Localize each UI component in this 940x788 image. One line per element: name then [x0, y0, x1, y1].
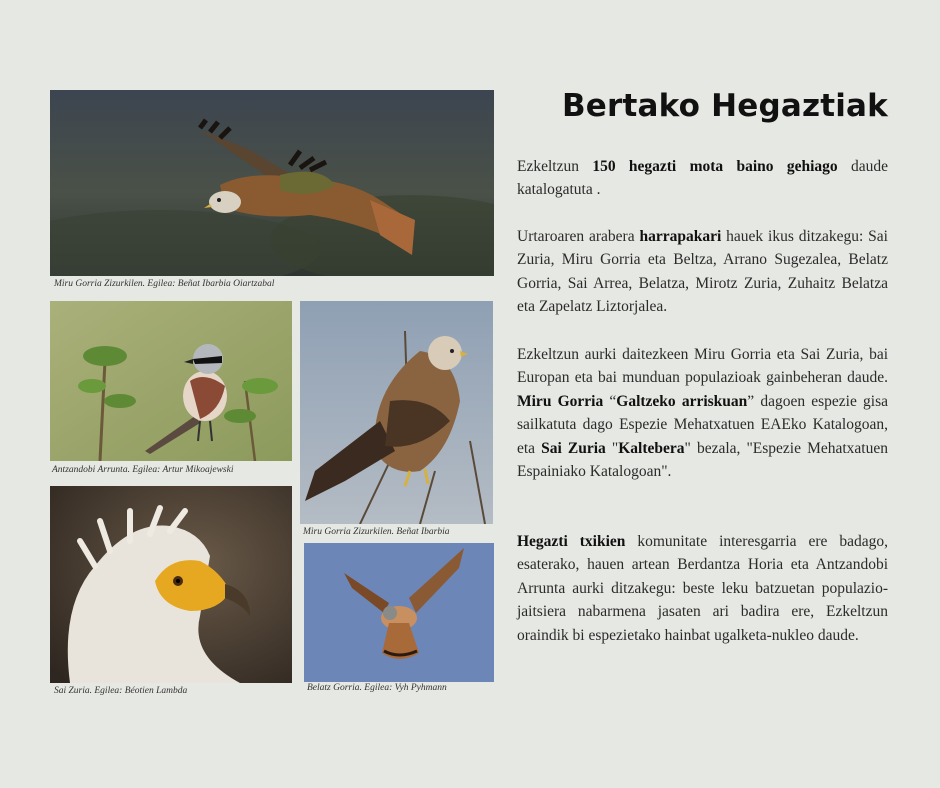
text-run: “: [603, 392, 617, 410]
photo-egyptian-vulture: [50, 486, 292, 683]
paragraph-intro: [517, 155, 888, 202]
paragraph-small-birds: [517, 530, 888, 647]
page-title: Bertako Hegaztiak: [561, 88, 888, 124]
text-run: " bezala, "Espezie Mehatxatuen Espainiako Katalogoan".: [517, 439, 888, 481]
text-bold: 150 hegazti mota baino gehiago: [592, 158, 838, 175]
text-bold: Kaltebera: [618, 439, 685, 457]
text-run: Ezkeltzun aurki daitezkeen Miru Gorria eta Sai Zuria, bai Europan eta bai munduan populazioak gainbeheran daude.: [517, 346, 888, 387]
text-bold: harrapakari: [639, 228, 722, 245]
photo-kestrel: [304, 543, 494, 682]
text-bold: Hegazti txikien: [517, 533, 626, 550]
photo-red-kite-flight: [50, 90, 494, 276]
text-run: daude katalogatuta .: [517, 158, 888, 199]
text-bold: Sai Zuria: [541, 439, 606, 457]
photo-red-kite-perched: [300, 301, 493, 524]
caption-shrike: Antzandobi Arrunta. Egilea: Artur Mikoajewski: [52, 465, 234, 475]
text-run: Urtaroaren arabera: [517, 228, 640, 245]
text-run: hauek ikus ditzakegu: Sai Zuria, Miru Gorria eta Beltza, Arrano Sugezalea, Belatz Gorria, Sai Arrea, Belatza, Mirotz Zuria, Zuhaitz Belatza eta Zapelatz Liztorjalea.: [517, 228, 888, 316]
text-run: ": [605, 439, 619, 457]
text-run: Ezkeltzun: [517, 158, 593, 175]
caption-red-kite-perched: Miru Gorria Zizurkilen. Beñat Ibarbia: [303, 527, 450, 537]
text-run: ” dagoen espezie gisa sailkatuta dago Espezie Mehatxatuen EAEko Katalogoan, eta: [517, 392, 888, 457]
text-bold: Galtzeko arriskuan: [616, 392, 748, 410]
caption-egyptian-vulture: Sai Zuria. Egilea: Béotien Lambda: [54, 686, 188, 696]
text-bold: Miru Gorria: [517, 392, 604, 410]
text-run: komunitate interesgarria ere badago, esaterako, hauen artean Berdantza Horia eta Antzandobi Arrunta aurki ditzakegu: beste leku batzuetan populazio-jaitsiera nabarmena jasaten ari badira ere, Ezkeltzun oraindik bi espezietako hainbat ugalketa-nukleo daude.: [517, 533, 889, 644]
paragraph-endangered: [517, 343, 888, 483]
photo-shrike: [50, 301, 292, 461]
caption-red-kite-flight: Miru Gorria Zizurkilen. Egilea: Beñat Ibarbia Oiartzabal: [54, 279, 275, 289]
caption-kestrel: Belatz Gorria. Egilea: Vyh Pyhmann: [307, 683, 447, 693]
paragraph-raptors: [517, 225, 888, 319]
